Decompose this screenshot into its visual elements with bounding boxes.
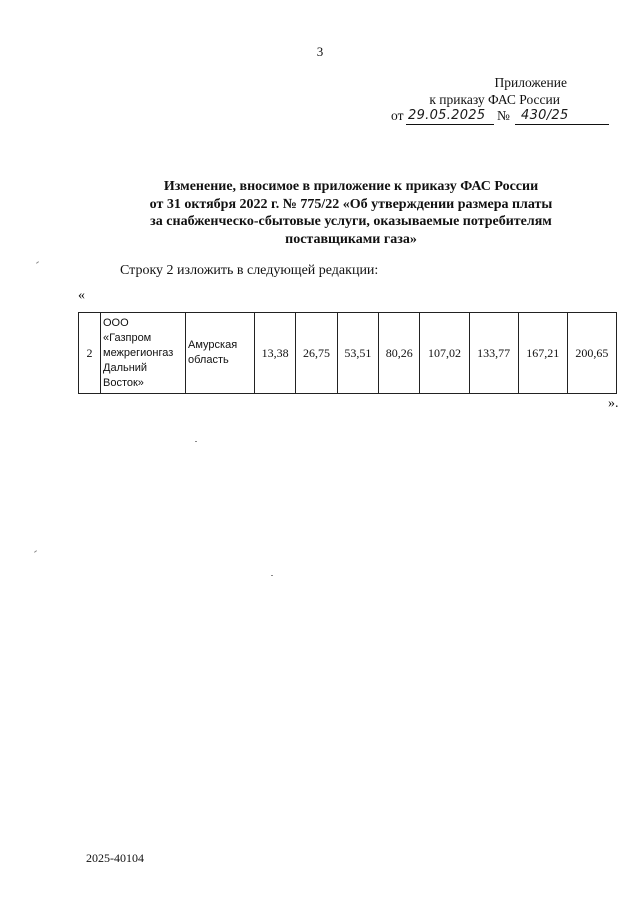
document-code: 2025-40104: [86, 851, 144, 865]
org-line: «Газпром: [103, 331, 152, 344]
row-number: 2: [79, 313, 101, 394]
region-line: область: [188, 354, 229, 366]
from-prefix: от: [391, 108, 404, 123]
rate-value: 200,65: [567, 313, 616, 394]
intro-text: Строку 2 изложить в следующей редакции:: [120, 263, 379, 278]
org-line: межрегионгаз: [103, 346, 174, 359]
title-line: за снабженческо-сбытовые услуги, оказываемые потребителям: [150, 214, 552, 229]
region-cell: [186, 313, 255, 394]
rate-value: 26,75: [296, 313, 337, 394]
scan-speck: [36, 261, 39, 264]
quote-close: ».: [608, 396, 619, 411]
org-line: ООО: [103, 316, 129, 329]
title-line: поставщиками газа»: [285, 231, 417, 247]
page-number: 3: [316, 44, 324, 59]
region-line: Амурская: [188, 339, 238, 351]
date-underline: [406, 123, 494, 125]
number-prefix: №: [497, 108, 510, 123]
rates-table: [78, 312, 617, 394]
rate-value: 107,02: [420, 313, 469, 394]
appendix-label: Приложение: [494, 75, 567, 90]
scan-speck: [34, 550, 37, 553]
scan-speck: [271, 575, 273, 576]
rate-value: 133,77: [469, 313, 518, 394]
quote-open: «: [78, 288, 85, 303]
organization-cell: [101, 313, 186, 394]
order-date: 29.05.2025: [408, 108, 486, 123]
number-underline: [515, 123, 609, 125]
table-row: [79, 313, 617, 394]
title-line: Изменение, вносимое в приложение к приказу ФАС России: [163, 179, 539, 194]
rate-value: 53,51: [337, 313, 378, 394]
org-line: Дальний: [103, 361, 148, 374]
scan-speck: [195, 441, 197, 442]
order-number: 430/25: [521, 108, 569, 123]
rate-value: 13,38: [255, 313, 296, 394]
title-line: от 31 октября 2022 г. № 775/22 «Об утверждении размера платы: [149, 196, 553, 212]
document-title: [120, 178, 582, 248]
appendix-order-ref: к приказу ФАС России: [429, 92, 560, 107]
org-line: Восток»: [103, 376, 144, 389]
rate-value: 167,21: [518, 313, 567, 394]
order-date-number-line: [391, 108, 621, 128]
appendix-header: [390, 74, 610, 108]
rate-value: 80,26: [379, 313, 420, 394]
